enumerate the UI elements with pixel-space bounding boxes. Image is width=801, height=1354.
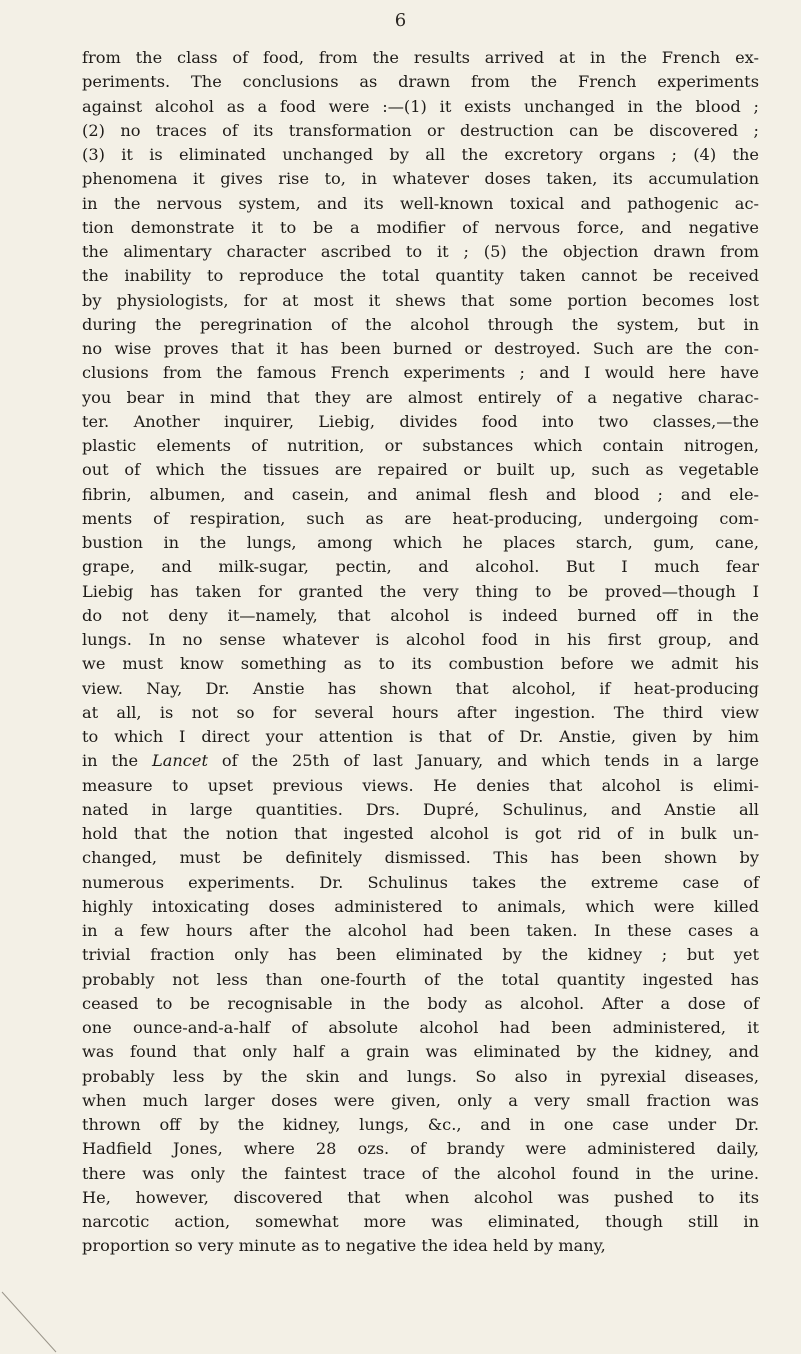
text-line: we must know something as to its combustion before we admit his bbox=[82, 654, 759, 674]
text-line: to which I direct your attention is that of Dr. Anstie, given by him bbox=[82, 727, 759, 746]
text-line: ments of respiration, such as are heat-producing, undergoing com- bbox=[82, 508, 759, 528]
text-line: (3) it is eliminated unchanged by all the excretory organs ; (4) the bbox=[82, 145, 759, 164]
text-line: out of which the tissues are repaired or built up, such as vegetable bbox=[82, 460, 759, 480]
text-line: ceased to be recognisable in the body as alcohol. After a dose of bbox=[82, 993, 759, 1013]
text-line: was found that only half a grain was eliminated by the kidney, and bbox=[82, 1042, 759, 1062]
text-line: He, however, discovered that when alcohol was pushed to its bbox=[82, 1187, 759, 1207]
text-line: at all, is not so for several hours after ingestion. The third view bbox=[82, 702, 759, 722]
text-line: the alimentary character ascribed to it ; (5) the objection drawn from bbox=[82, 242, 759, 261]
text-line: trivial fraction only has been eliminated by the kidney ; but yet bbox=[82, 945, 759, 965]
text-line: measure to upset previous views. He denies that alcohol is elimi- bbox=[82, 775, 759, 795]
text-line: proportion so very minute as to negative the idea held by many, bbox=[82, 1236, 606, 1256]
page-corner-fold-mark bbox=[0, 1290, 60, 1354]
text-line: narcotic action, somewhat more was eliminated, though still in bbox=[82, 1212, 759, 1231]
text-line: tion demonstrate it to be a modifier of nervous force, and negative bbox=[82, 217, 759, 237]
text-line: numerous experiments. Dr. Schulinus takes the extreme case of bbox=[82, 872, 759, 892]
text-line: during the peregrination of the alcohol through the system, but in bbox=[82, 314, 759, 334]
text-line: in the Lancet of the 25th of last January, and which tends in a large bbox=[82, 751, 760, 771]
text-line: from the class of food, from the results arrived at in the French ex- bbox=[82, 48, 759, 67]
text-line: do not deny it—namely, that alcohol is indeed burned off in the bbox=[82, 605, 759, 625]
text-line: ter. Another inquirer, Liebig, divides food into two classes,—the bbox=[82, 411, 759, 431]
text-line: in a few hours after the alcohol had been taken. In these cases a bbox=[82, 921, 759, 940]
text-line: against alcohol as a food were :—(1) it exists unchanged in the blood ; bbox=[82, 96, 759, 116]
text-line: bustion in the lungs, among which he places starch, gum, cane, bbox=[82, 533, 759, 552]
text-line: thrown off by the kidney, lungs, &c., and in one case under Dr. bbox=[82, 1115, 759, 1134]
text-line: there was only the faintest trace of the alcohol found in the urine. bbox=[82, 1163, 759, 1183]
text-line: fibrin, albumen, and casein, and animal flesh and blood ; and ele- bbox=[82, 484, 759, 504]
text-line: clusions from the famous French experiments ; and I would here have bbox=[82, 363, 759, 383]
text-line: in the nervous system, and its well-known toxical and pathogenic ac- bbox=[82, 193, 759, 213]
text-line: plastic elements of nutrition, or substances which contain nitrogen, bbox=[82, 436, 759, 455]
text-line: (2) no traces of its transformation or destruction can be discovered ; bbox=[82, 120, 759, 140]
text-line: by physiologists, for at most it shews that some portion becomes lost bbox=[82, 290, 759, 310]
text-line: probably not less than one-fourth of the total quantity ingested has bbox=[82, 969, 759, 989]
text-line: one ounce-and-a-half of absolute alcohol had been administered, it bbox=[82, 1018, 759, 1037]
text-line: view. Nay, Dr. Anstie has shown that alcohol, if heat-producing bbox=[82, 678, 759, 698]
text-line: changed, must be definitely dismissed. This has been shown by bbox=[82, 848, 759, 868]
text-line: nated in large quantities. Drs. Dupré, Schulinus, and Anstie all bbox=[82, 799, 759, 819]
text-line: no wise proves that it has been burned or destroyed. Such are the con- bbox=[82, 339, 759, 358]
text-line: when much larger doses were given, only a very small fraction was bbox=[82, 1090, 759, 1110]
text-line: the inability to reproduce the total quantity taken cannot be received bbox=[82, 266, 759, 286]
text-line: lungs. In no sense whatever is alcohol food in his first group, and bbox=[82, 630, 759, 649]
text-line: Liebig has taken for granted the very thing to be proved—though I bbox=[82, 581, 759, 601]
text-line: phenomena it gives rise to, in whatever doses taken, its accumulation bbox=[82, 169, 759, 189]
text-line: you bear in mind that they are almost entirely of a negative charac- bbox=[82, 387, 759, 407]
text-line: periments. The conclusions as drawn from the French experiments bbox=[82, 72, 759, 92]
body-text bbox=[82, 46, 759, 1259]
text-line: hold that the notion that ingested alcohol is got rid of in bulk un- bbox=[82, 824, 759, 843]
text-line: highly intoxicating doses administered to animals, which were killed bbox=[82, 896, 759, 916]
text-line: probably less by the skin and lungs. So also in pyrexial diseases, bbox=[82, 1066, 759, 1086]
text-line: grape, and milk-sugar, pectin, and alcohol. But I much fear bbox=[82, 557, 759, 577]
page-number: 6 bbox=[394, 10, 407, 31]
text-line: Hadfield Jones, where 28 ozs. of brandy were administered daily, bbox=[82, 1139, 759, 1159]
